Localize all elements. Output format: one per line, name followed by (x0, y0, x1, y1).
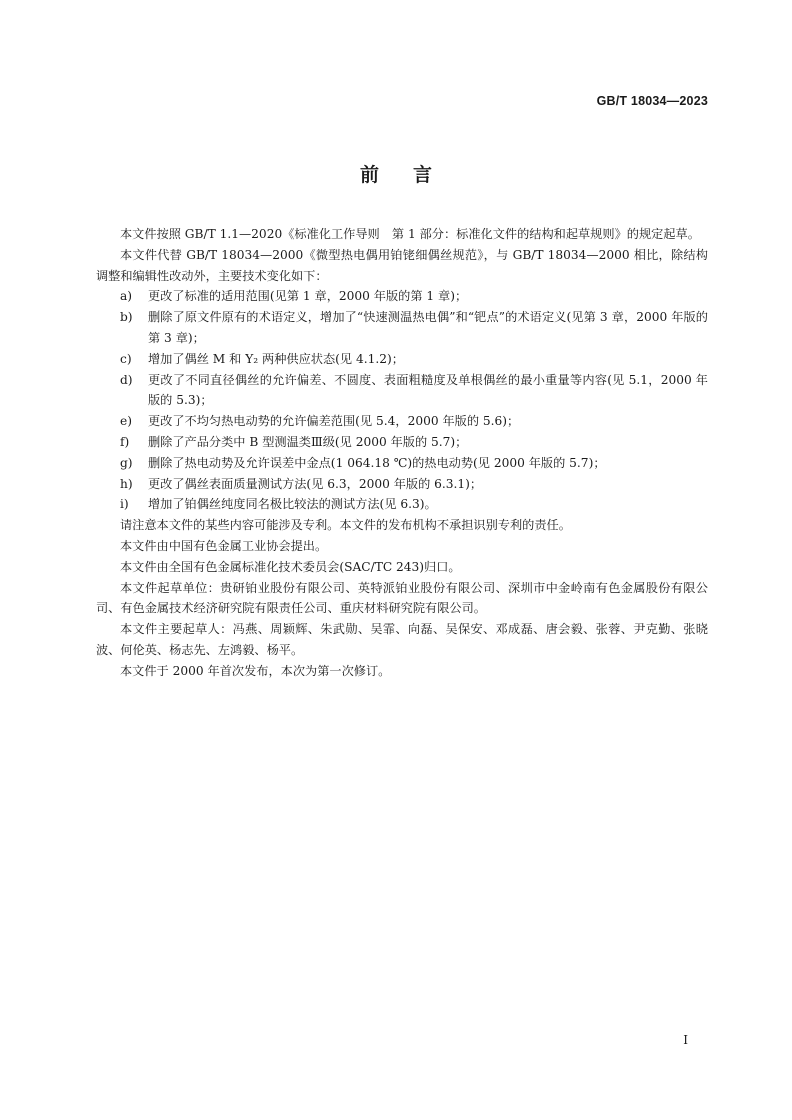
list-marker: c) (120, 351, 132, 366)
standard-number: GB/T 18034—2023 (596, 94, 708, 108)
list-marker: e) (120, 414, 132, 429)
paragraph-drafters: 本文件主要起草人：冯燕、周颖辉、朱武勋、吴霏、向磊、吴保安、邓成磊、唐会毅、张蓉、尹克勤、张晓波、何伦英、杨志先、左鸿毅、杨平。 (96, 622, 708, 657)
list-item (96, 349, 708, 370)
list-item (96, 370, 708, 412)
paragraph-patent-notice: 请注意本文件的某些内容可能涉及专利。本文件的发布机构不承担识别专利的责任。 (120, 518, 571, 533)
page-title: 前言 (359, 164, 466, 186)
list-marker: a) (120, 289, 133, 304)
list-item (96, 286, 708, 307)
list-item-text: 删除了产品分类中 B 型测温类Ⅲ级(见 2000 年版的 5.7)； (148, 434, 468, 449)
list-marker: g) (120, 455, 133, 470)
paragraph-release-history: 本文件于 2000 年首次发布，本次为第一次修订。 (120, 663, 391, 678)
list-item (96, 453, 708, 474)
paragraph-drafting-rules: 本文件按照 GB/T 1.1—2020《标准化工作导则 第 1 部分：标准化文件的结构和起草规则》的规定起草。 (120, 227, 700, 241)
list-item (96, 432, 708, 453)
list-item (96, 474, 708, 495)
paragraph-drafting-units: 本文件起草单位：贵研铂业股份有限公司、英特派铂业股份有限公司、深圳市中金岭南有色金属股份有限公司、有色金属技术经济研究院有限责任公司、重庆材料研究院有限公司。 (96, 580, 708, 616)
paragraph-proposer: 本文件由中国有色金属工业协会提出。 (120, 538, 328, 553)
paragraph-committee: 本文件由全国有色金属标准化技术委员会(SAC/TC 243)归口。 (120, 559, 461, 574)
list-marker: b) (120, 310, 133, 325)
list-item-text: 增加了铂偶丝纯度同名极比较法的测试方法(见 6.3)。 (148, 497, 437, 512)
changes-list (96, 286, 708, 515)
list-item-text: 删除了热电动势及允许误差中金点(1 064.18 ℃)的热电动势(见 2000 年版的 5.7)； (148, 455, 606, 470)
list-marker: h) (120, 476, 133, 491)
paragraph-replacement-note: 本文件代替 GB/T 18034—2000《微型热电偶用铂铑细偶丝规范》，与 GB/T 18034—2000 相比，除结构调整和编辑性改动外，主要技术变化如下： (96, 247, 708, 283)
list-item (96, 411, 708, 432)
page-number: I (683, 1033, 688, 1047)
list-item-text: 增加了偶丝 M 和 Y₂ 两种供应状态(见 4.1.2)； (148, 351, 404, 366)
list-marker: i) (120, 497, 129, 512)
list-item-text: 更改了标准的适用范围(见第 1 章，2000 年版的第 1 章)； (148, 289, 468, 304)
list-item (96, 307, 708, 349)
list-marker: f) (120, 434, 130, 449)
list-item-text: 更改了偶丝表面质量测试方法(见 6.3，2000 年版的 6.3.1)； (148, 476, 483, 491)
list-marker: d) (120, 372, 133, 387)
list-item-text: 更改了不同直径偶丝的允许偏差、不圆度、表面粗糙度及单根偶丝的最小重量等内容(见 5.1，2000 年版的 5.3)； (148, 372, 708, 408)
foreword-body (96, 224, 708, 682)
list-item-text: 删除了原文件原有的术语定义，增加了“快速测温热电偶”和“钯点”的术语定义(见第 3 章，2000 年版的第 3 章)； (148, 310, 708, 345)
list-item (96, 494, 708, 515)
list-item-text: 更改了不均匀热电动势的允许偏差范围(见 5.4，2000 年版的 5.6)； (148, 414, 520, 429)
